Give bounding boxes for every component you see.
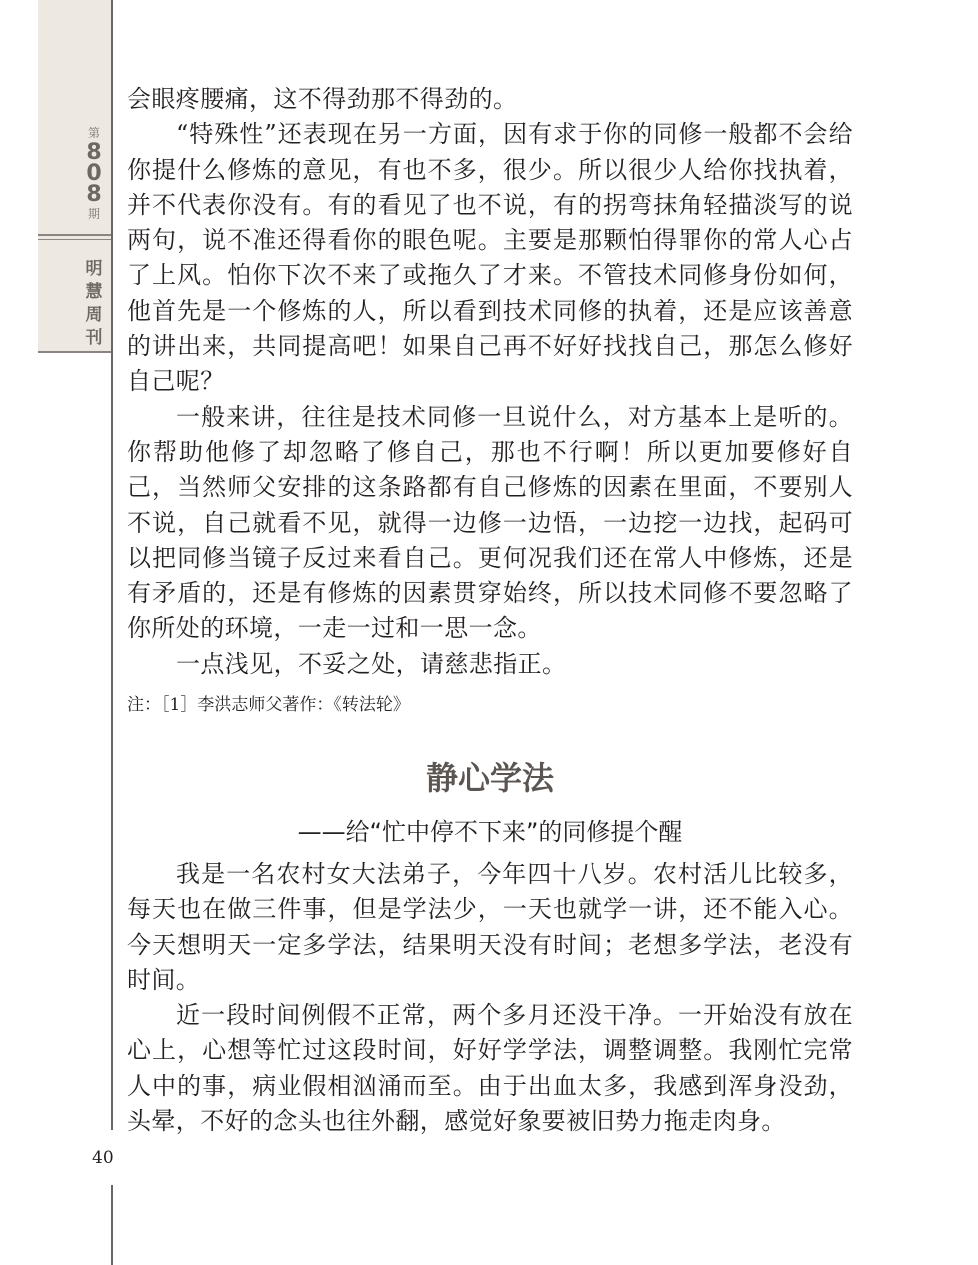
paragraph: 一般来讲，往往是技术同修一旦说什么，对方基本上是听的。你帮助他修了却忽略了修自己，那也不行啊！所以更加要修好自己，当然师父安排的这条路都有自己修炼的因素在里面，不要别人不说，自己就看不见，就得一边修一边悟，一边挖一边找，起码可以把同修当镜子反过来看自己。更何况我们还在常人中修炼，还是有矛盾的，还是有修炼的因素贯穿始终，所以技术同修不要忽略了你所处的环境，一走一过和一思一念。 [127, 402, 853, 643]
issue-prefix: 第 [87, 126, 100, 140]
page-number: 40 [92, 1148, 114, 1168]
magazine-name-char: 明 [85, 259, 103, 279]
paragraph: “特殊性”还表现在另一方面，因有求于你的同修一般都不会给你提什么修炼的意见，有也不多，很少。所以很少人给你找执着，并不代表你没有。有的看见了也不说，有的拐弯抹角轻描淡写的说两句，说不准还得看你的眼色呢。主要是那颗怕得罪你的常人心占了上风。怕你下次不来了或拖久了才来。不管技术同修身份如何，他首先是一个修炼的人，所以看到技术同修的执着，还是应该善意的讲出来，共同提高吧！如果自己再不好好找找自己，那怎么修好自己呢？ [127, 120, 853, 396]
issue-digit: 8 [86, 182, 102, 207]
footnote: 注：［1］李洪志师父著作：《转法轮》 [127, 695, 410, 715]
sidebar-divider [38, 239, 112, 240]
paragraph: 我是一名农村女大法弟子，今年四十八岁。农村活儿比较多，每天也在做三件事，但是学法少，一天也就学一讲，还不能入心。今天想明天一定多学法，结果明天没有时间；老想多学法，老没有时间。 [127, 860, 853, 994]
magazine-name-char: 周 [85, 305, 103, 325]
sidebar-divider [38, 234, 112, 236]
magazine-name-char: 刊 [85, 328, 103, 348]
issue-label [80, 124, 108, 223]
magazine-name [80, 258, 108, 350]
magazine-name-char: 慧 [85, 282, 103, 302]
paragraph: 一点浅见，不妥之处，请慈悲指正。 [176, 649, 567, 678]
paragraph: 近一段时间例假不正常，两个多月还没干净。一开始没有放在心上，心想等忙过这段时间，好好学学法，调整调整。我刚忙完常人中的事，病业假相汹涌而至。由于出血太多，我感到浑身没劲，头晕，不好的念头也往外翻，感觉好象要被旧势力拖走肉身。 [127, 1001, 853, 1136]
margin-rule [111, 0, 113, 1130]
issue-suffix: 期 [87, 207, 100, 221]
issue-digit: 8 [86, 140, 102, 165]
paragraph: 会眼疼腰痛，这不得劲那不得劲的。 [127, 85, 518, 113]
article-subtitle: ——给“忙中停不下来”的同修提个醒 [297, 818, 683, 846]
issue-digit: 0 [86, 161, 102, 186]
article-body [127, 857, 853, 1139]
sidebar-divider [38, 351, 112, 353]
article-title: 静心学法 [425, 759, 554, 797]
margin-rule [111, 1185, 113, 1265]
article-body [127, 82, 853, 682]
